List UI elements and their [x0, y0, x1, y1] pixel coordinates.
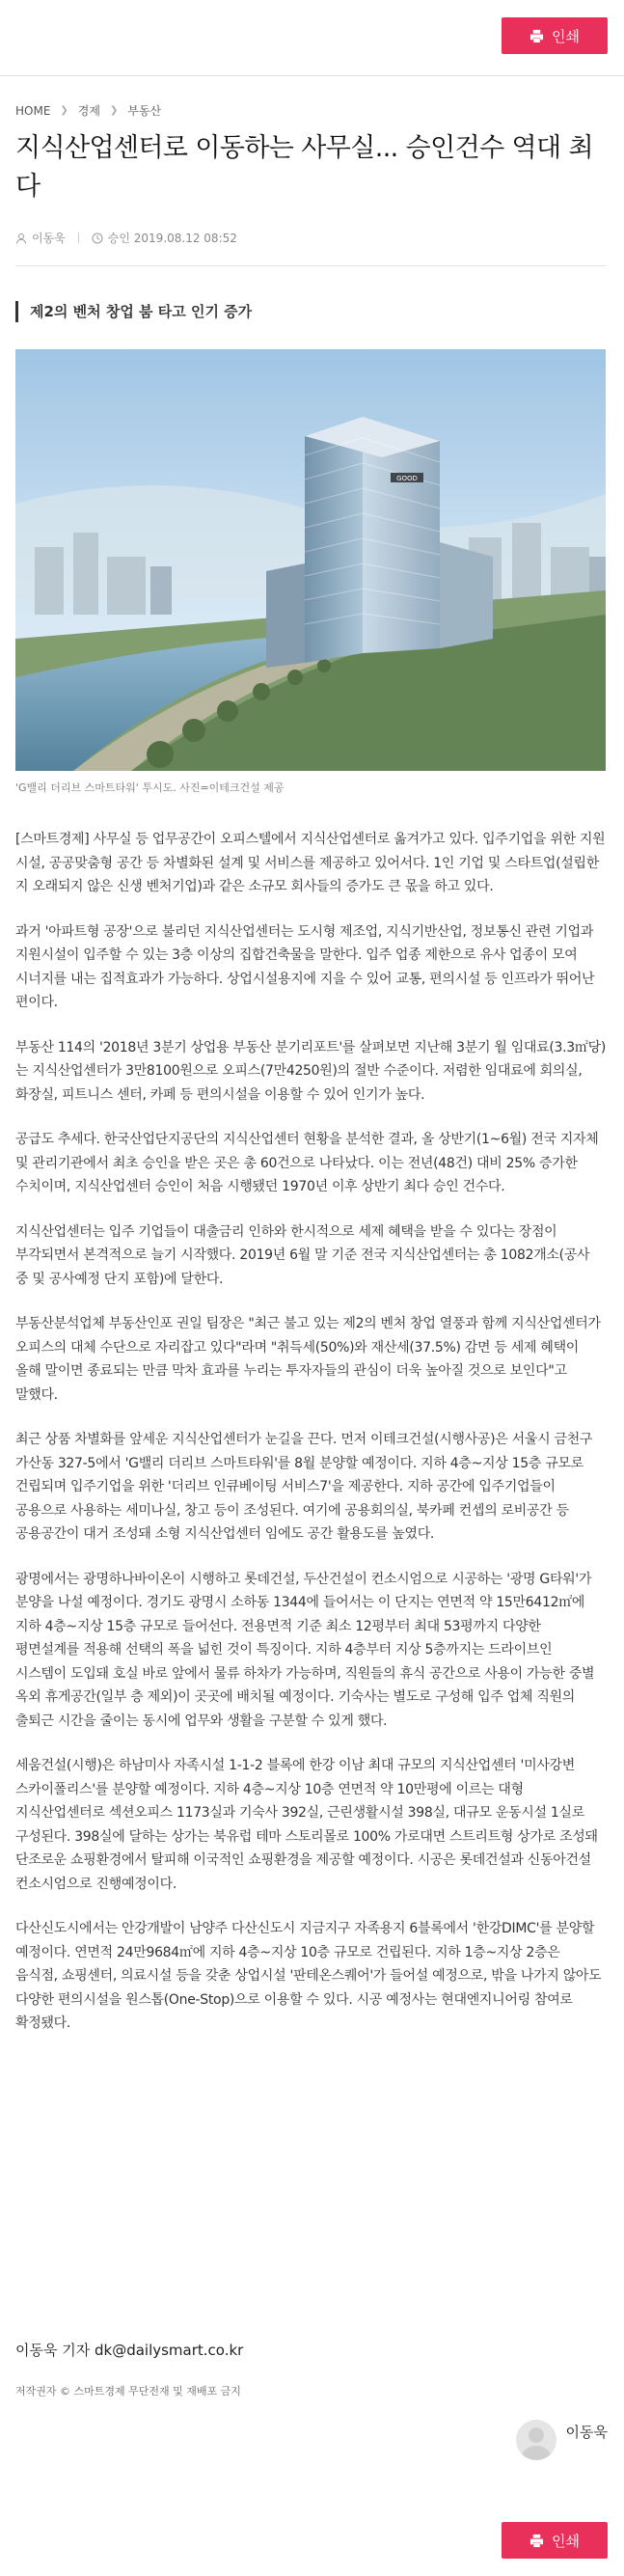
- article-paragraph: 공급도 추세다. 한국산업단지공단의 지식산업센터 현황을 분석한 결과, 올 상반기(1~6월) 전국 지자체 및 관리기관에서 최초 승인을 받은 곳은 총 60건으로 나타났다. 이는 전년(48건) 대비 25% 증가한 수치이며, 지식산업센터 승인이 처음 시행됐던 1970년 이후 상반기 최다 승인 건수다.: [15, 1132, 599, 1194]
- meta-author: [15, 230, 66, 246]
- reporter-byline: 이동욱 기자 dk@dailysmart.co.kr: [15, 2342, 244, 2359]
- breadcrumb-home[interactable]: HOME: [15, 103, 51, 118]
- printer-icon: [529, 2534, 544, 2548]
- article-title: 지식산업센터로 이동하는 사무실... 승인건수 역대 최다: [15, 133, 593, 202]
- meta-author-name: 이동욱: [32, 232, 66, 245]
- article-paragraph: 부동산분석업체 부동산인포 권일 팀장은 "최근 불고 있는 제2의 벤처 창업 열풍과 함께 지식산업센터가 오피스의 대체 수단으로 자리잡고 있다"라며 "취득세(50%)와 재산세(37.5%) 감면 등 세제 혜택이 올해 말이면 종료되는 만큼 막차 효과를 누리는 투자자들의 관심이 더욱 높아질 것으로 보인다"고 말했다.: [15, 1316, 601, 1403]
- article-paragraph: 세움건설(시행)은 하남미사 자족시설 1-1-2 블록에 한강 이남 최대 규모의 지식산업센터 '미사강변 스카이폴리스'를 분양할 예정이다. 지하 4층~지상 10층 연면적 약 10만평에 이르는 대형 지식산업센터로 섹션오피스 1173실과 기숙사 392실, 근린생활시설 398실, 대규모 운동시설 1실로 구성된다. 398실에 달하는 상가는 북유럽 테마 스토리몰로 100% 가로대면 스트리트형 상가로 조성돼 단조로운 쇼핑환경에서 탈피해 이국적인 쇼핑환경을 제공할 예정이다. 시공은 롯데건설과 신동아건설 컨소시엄으로 진행예정이다.: [15, 1758, 598, 1892]
- building-sign-text: GOOD: [396, 475, 418, 482]
- avatar: [516, 2420, 556, 2460]
- article-paragraph: [스마트경제] 사무실 등 업무공간이 오피스텔에서 지식산업센터로 옮겨가고 있다. 입주기업을 위한 지원 시설, 공공맞춤형 공간 등 차별화된 설계 및 서비스를 제공하고 있어서다. 1인 기업 및 스타트업(설립한 지 오래되지 않은 신생 벤처기업)과 같은 소규모 회사들의 증가도 큰 몫을 하고 있다.: [15, 832, 606, 894]
- author-name[interactable]: 이동욱: [565, 2423, 608, 2441]
- clock-icon: [92, 233, 103, 244]
- article-paragraph: 광명에서는 광명하나바이온이 시행하고 롯데건설, 두산건설이 컨소시엄으로 시공하는 '광명 G타워'가 분양을 나설 예정이다. 경기도 광명시 소하동 1344에 들어서는 이 단지는 연면적 약 15만6412㎡에 지하 4층~지상 15층 규모로 들어선다. 전용면적 기준 최소 12평부터 최대 53평까지 다양한 평면설계를 적용해 선택의 폭을 넓힌 것이 특징이다. 지하 4층부터 지상 5층까지는 드라이브인 시스템이 도입돼 호실 바로 앞에서 물류 하차가 가능하며, 직원들의 휴식 공간으로 사용이 가능한 중별 옥외 휴게공간(일부 층 제외)이 곳곳에 배치될 예정이다. 기숙사는 별도로 구성해 입주 업체 직원의 출퇴근 시간을 줄이는 동시에 업무와 생활을 구분할 수 있게 했다.: [15, 1571, 595, 1729]
- article-body: [15, 828, 606, 2057]
- user-icon: [516, 2420, 556, 2460]
- print-button-top[interactable]: [502, 17, 608, 54]
- user-icon: [15, 233, 27, 244]
- article-paragraph: 과거 '아파트형 공장'으로 불리던 지식산업센터는 도시형 제조업, 지식기반산업, 정보통신 관련 기업과 지원시설이 입주할 수 있는 3층 이상의 집합건축물을 말한다. 입주 업종 제한으로 유사 업종이 모여 시너지를 내는 집적효과가 가능하다. 상업시설용지에 지을 수 있어 교통, 편의시설 등 인프라가 뛰어난 편이다.: [15, 923, 595, 1010]
- meta-date-text: 승인 2019.08.12 08:52: [107, 232, 237, 245]
- breadcrumb-real-estate[interactable]: 부동산: [127, 104, 162, 118]
- article-paragraph: 다산신도시에서는 안강개발이 남양주 다산신도시 지금지구 자족용지 6블록에서 '한강DIMC'를 분양할 예정이다. 연면적 24만9684㎡에 지하 4층~지상 10층 규모로 건립된다. 지하 1층~지상 2층은 음식점, 쇼핑센터, 의료시설 등을 갖춘 상업시설 '판테온스퀘어'가 들어설 예정으로, 밖을 나가지 않아도 다양한 편의시설을 원스톱(One-Stop)으로 이용할 수 있다. 시공 예정사는 현대엔지니어링 참여로 확정됐다.: [15, 1921, 602, 2031]
- printer-icon: [529, 29, 544, 43]
- breadcrumb: [15, 102, 161, 119]
- photo-caption: 'G밸리 더리브 스마트타워' 투시도. 사진=이테크건설 제공: [15, 781, 285, 794]
- print-label: 인쇄: [552, 27, 580, 45]
- article-meta: [15, 230, 237, 246]
- copyright-notice: 저작권자 © 스마트경제 무단전재 및 재배포 금지: [15, 2385, 241, 2398]
- meta-separator: [78, 233, 79, 243]
- meta-date: [92, 230, 237, 246]
- article-paragraph: 최근 상품 차별화를 앞세운 지식산업센터가 눈길을 끈다. 먼저 이테크건설(시행사공)은 서울시 금천구 가산동 327-5에서 'G밸리 더리브 스마트타워'를 8월 분양할 예정이다. 지하 4층~지상 15층 규모로 건립되며 입주기업을 위한 '더리브 인큐베이팅 서비스7'을 제공한다. 지하 공간에 입주기업들이 공용으로 사용하는 세미나실, 창고 등이 조성된다. 여기에 공용회의실, 북카페 컨셉의 로비공간 등 공용공간이 대거 조성돼 소형 지식산업센터 임에도 공간 활용도를 높였다.: [15, 1432, 593, 1542]
- author-profile: [516, 2420, 608, 2460]
- article-paragraph: 지식산업센터는 입주 기업들이 대출금리 인하와 한시적으로 세제 혜택을 받을 수 있다는 장점이 부각되면서 본격적으로 늘기 시작했다. 2019년 6월 말 기준 전국 지식산업센터는 총 1082개소(공사 중 및 공사예정 단지 포함)에 달한다.: [15, 1223, 590, 1287]
- print-button-bottom[interactable]: [502, 2522, 608, 2559]
- chevron-right-icon: ❯: [109, 105, 119, 116]
- chevron-right-icon: ❯: [60, 105, 68, 116]
- print-label: 인쇄: [552, 2532, 580, 2550]
- header-divider: [0, 75, 624, 76]
- building-rendering-image: [15, 349, 606, 771]
- breadcrumb-economy[interactable]: 경제: [77, 104, 100, 118]
- meta-divider: [15, 265, 606, 266]
- article-subtitle: 제2의 벤처 창업 붐 타고 인기 증가: [15, 301, 252, 322]
- article-paragraph: 부동산 114의 '2018년 3분기 상업용 부동산 분기리포트'를 살펴보면 지난해 3분기 월 임대료(3.3㎡당)는 지식산업센터가 3만8100원으로 오피스(7만4250원)의 절반 수준이다. 저렴한 임대료에 회의실, 화장실, 피트니스 센터, 카페 등 편의시설을 이용할 수 있어 인기가 높다.: [15, 1039, 606, 1103]
- article-photo: [15, 349, 606, 771]
